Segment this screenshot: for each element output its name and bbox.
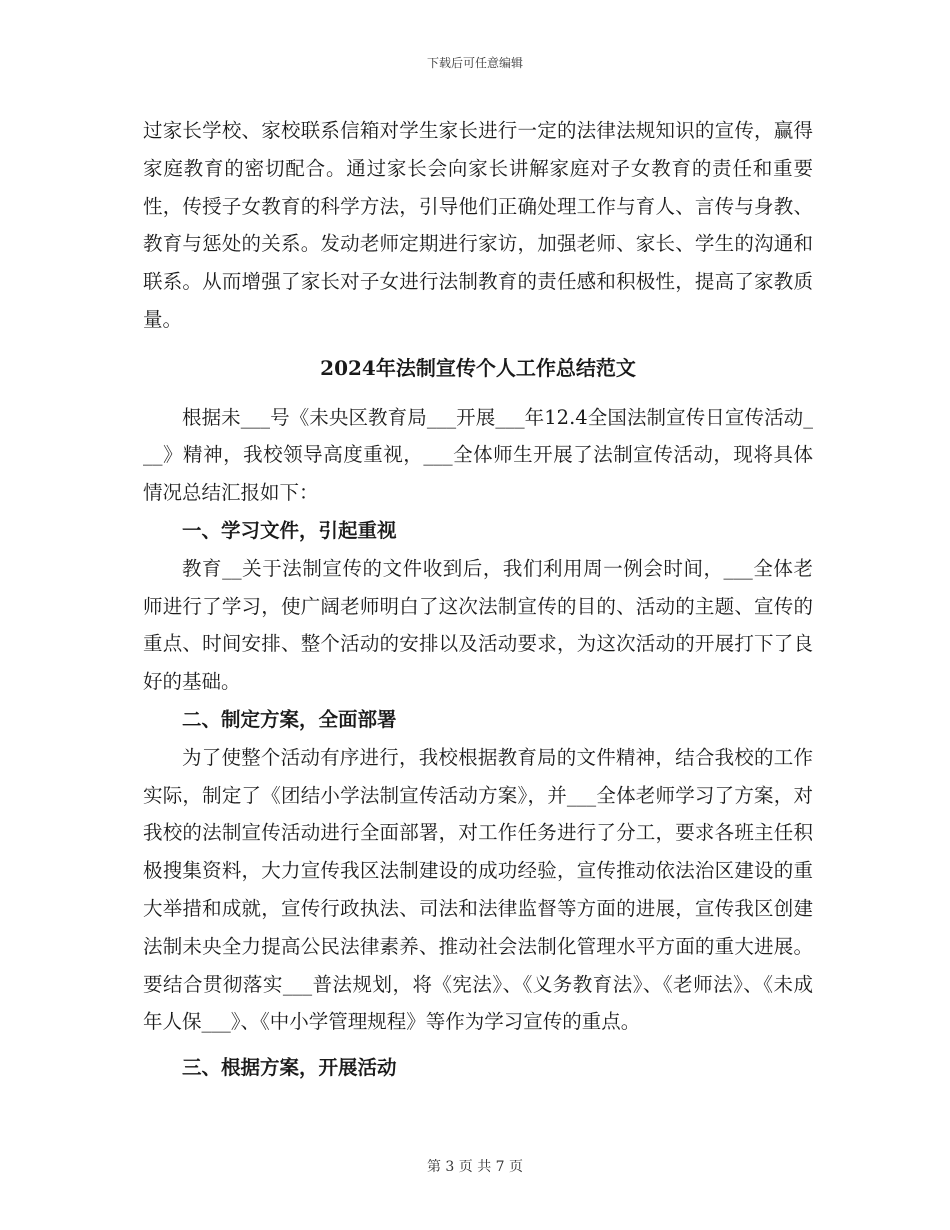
document-body xyxy=(143,112,813,1087)
document-title: 2024年法制宣传个人工作总结范文 xyxy=(320,355,636,380)
section-heading-2: 二、制定方案，全面部署 xyxy=(182,707,397,731)
section-body-1: 教育__关于法制宣传的文件收到后，我们利用周一例会时间，___全体老师进行了学习，使广阔老师明白了这次法制宣传的目的、活动的主题、宣传的重点、时间安排、整个活动的安排以及活动要求，为这次活动的开展打下了良好的基础。 xyxy=(143,556,813,694)
section-heading-3: 三、根据方案，开展活动 xyxy=(182,1056,397,1080)
section-body-2: 为了使整个活动有序进行，我校根据教育局的文件精神，结合我校的工作实际，制定了《团结小学法制宣传活动方案》，并___全体老师学习了方案，对我校的法制宣传活动进行全面部署，对工作任务进行了分工，要求各班主任积极搜集资料，大力宣传我区法制建设的成功经验，宣传推动依法治区建设的重大举措和成就，宣传行政执法、司法和法律监督等方面的进展，宣传我区创建法制未央全力提高公民法律素养、推动社会法制化管理水平方面的重大进展。要结合贯彻落实___普法规划，将《宪法》、《义务教育法》、《老师法》、《未成年人保___》、《中小学管理规程》等作为学习宣传的重点。 xyxy=(143,745,813,1034)
section-heading-1: 一、学习文件，引起重视 xyxy=(182,518,397,542)
intro-paragraph: 过家长学校、家校联系信箱对学生家长进行一定的法律法规知识的宣传，赢得家庭教育的密切配合。通过家长会向家长讲解家庭对子女教育的责任和重要性，传授子女教育的科学方法，引导他们正确处理工作与育人、言传与身教、教育与惩处的关系。发动老师定期进行家访，加强老师、家长、学生的沟通和联系。从而增强了家长对子女进行法制教育的责任感和积极性，提高了家教质量。 xyxy=(143,119,813,331)
page-header-note: 下载后可任意编辑 xyxy=(426,56,523,70)
opening-paragraph: 根据未___号《未央区教育局___开展___年12.4全国法制宣传日宣传活动___》精神，我校领导高度重视，___全体师生开展了法制宣传活动，现将具体情况总结汇报如下： xyxy=(143,405,813,505)
page-number-footer: 第 3 页 共 7 页 xyxy=(426,1159,524,1175)
